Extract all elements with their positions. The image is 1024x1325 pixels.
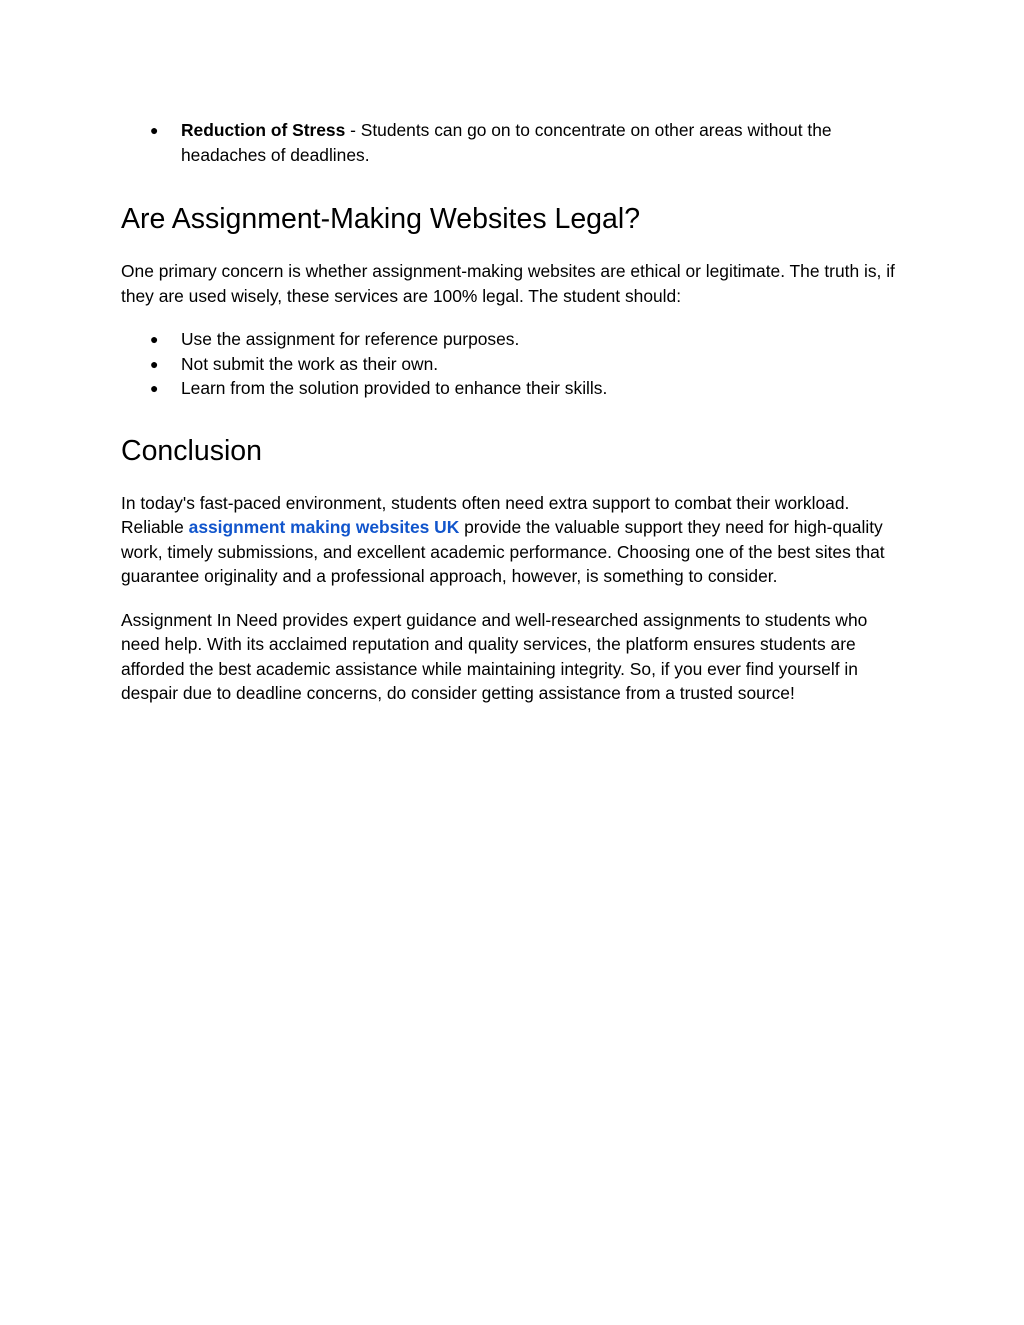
legal-intro-paragraph: One primary concern is whether assignment-making websites are ethical or legitimate. The truth is, if they are used wisely, these services are 100% legal. The student should: [121, 261, 895, 306]
paragraph-text: Reliable [121, 517, 189, 537]
item-text: Use the assignment for reference purposes. [181, 329, 520, 349]
benefits-list [121, 118, 907, 167]
list-item [121, 327, 907, 352]
item-text: - Students can go on to concentrate on other areas without the headaches of deadlines. [181, 120, 832, 165]
bullet-icon: ● [150, 380, 159, 396]
paragraph-line: In today's fast-paced environment, students often need extra support to combat their workload. [121, 492, 850, 513]
item-bold-label: Reduction of Stress [181, 120, 346, 140]
list-item [121, 118, 907, 167]
assignment-websites-link[interactable]: assignment making websites UK [188, 517, 460, 537]
conclusion-heading: Conclusion [121, 434, 262, 467]
paragraph-text: provide the valuable support they need for high-quality work, timely submissions, and excellent academic performance. Choosing one of the best sites that guarantee originality and a professional approach, however, is something to consider. [121, 517, 885, 586]
student-guidelines-list [121, 327, 907, 401]
list-item [121, 352, 907, 377]
document-page [121, 118, 907, 706]
item-text: Learn from the solution provided to enhance their skills. [181, 378, 608, 398]
conclusion-paragraph-2: Assignment In Need provides expert guidance and well-researched assignments to students who need help. With its acclaimed reputation and quality services, the platform ensures students are afforded the best academic assistance while maintaining integrity. So, if you ever find yourself in despair due to deadline concerns, do consider getting assistance from a trusted source! [121, 609, 868, 703]
conclusion-paragraph-1 [121, 491, 907, 589]
item-text: Not submit the work as their own. [181, 353, 439, 374]
list-item [121, 376, 907, 401]
bullet-icon: ● [150, 355, 159, 372]
bullet-icon: ● [150, 122, 159, 138]
bullet-icon: ● [150, 331, 159, 347]
legal-heading: Are Assignment-Making Websites Legal? [121, 203, 641, 235]
